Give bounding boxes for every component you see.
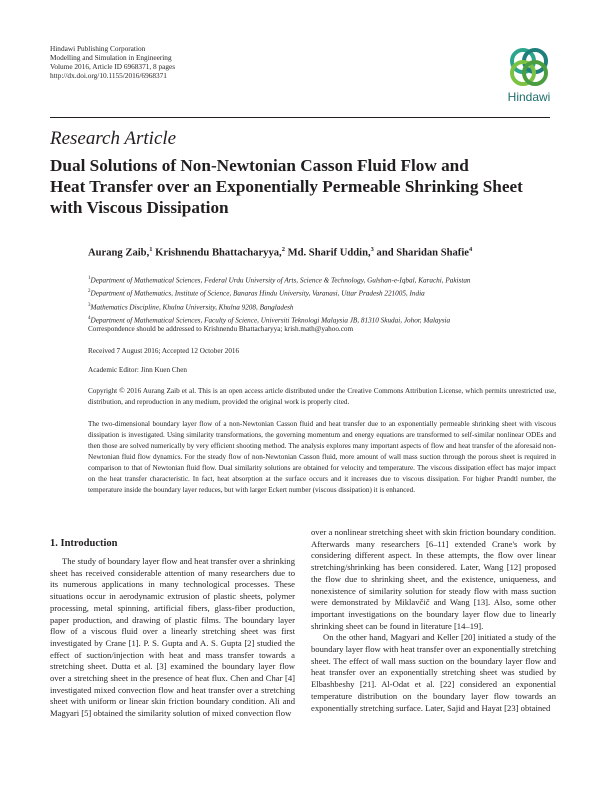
academic-editor: Academic Editor: Jinn Kuen Chen — [88, 366, 188, 374]
author-name: Aurang Zaib, — [88, 247, 150, 259]
paragraph: On the other hand, Magyari and Keller [20] initiated a study of the boundary layer flow with heat transfer over an exponentially stretching sheet. The effect of wall mass suction on the boundary layer flow and heat transfer over an exponentially stretching sheet was studied by Elbashbeshy [21]. Al-Odat et al. [22] considered an exponential temperature distribution on the boundary layer flow towards an exponentially stretching surface. Later, Sajid and Hayat [23] obtained — [311, 632, 556, 713]
title-line: Heat Transfer over an Exponentially Permeable Shrinking Sheet — [50, 177, 523, 196]
author-list — [88, 246, 558, 259]
hindawi-logo-text: Hindawi — [507, 90, 551, 104]
paragraph: over a nonlinear stretching sheet with skin friction boundary condition. Afterwards many researchers [6–11] extended Crane's work by considering different aspect. In these attempts, the flow over linear stretching/shrinking has been considered. Later, Wang [12] proposed the flow due to shrinking sheet, and the existence, uniqueness, and nonexistence of similarity solution for steady flow with mass suction were demonstrated by Miklavčič and Wang [13]. Also, some other important investigations on the boundary layer flow due to linearly shrinking sheet can be found in literature [14–19]. — [311, 527, 556, 631]
header-rule — [50, 117, 550, 118]
section-heading: 1. Introduction — [50, 538, 118, 549]
author-sup: 1 — [149, 246, 153, 253]
author-sup: 3 — [370, 246, 374, 253]
title-line: with Viscous Dissipation — [50, 198, 229, 217]
affiliation: $^1$Department of Mathematical Sciences, Federal Urdu University of Arts, Science & Technology, Gulshan-e-Iqbal, Karachi, Pakistan — [88, 276, 471, 285]
abstract: The two-dimensional boundary layer flow of a non-Newtonian Casson fluid and heat transfer due to an exponentially permeable shrinking sheet with viscous dissipation is investigated. Using similarity transformations, the governing momentum and energy equations are transformed to self-similar nonlinear ODEs and then those are solved numerically by very efficient shooting method. The analysis explores many important aspects of flow and heat transfer of the aforesaid non-Newtonian fluid flow dynamics. For the steady flow of non-Newtonian Casson fluid, more amount of wall mass suction through the porous sheet is required in comparison to that of Newtonian fluid flow. Dual similarity solutions are obtained for velocity and temperature. The viscous dissipation effect has major impact on the heat transfer characteristic. In fact, heat absorption at the surface occurs and it increases due to viscous dissipation. For higher Prandtl number, the temperature inside the boundary layer reduces, but with larger Eckert number (viscous dissipation) it is enhanced. — [88, 420, 556, 494]
author-name: Md. Sharif Uddin, — [287, 247, 371, 259]
body-column-left — [50, 556, 295, 720]
hindawi-logo-icon — [500, 44, 558, 88]
affiliation: $^3$Mathematics Discipline, Khulna University, Khulna 9208, Bangladesh — [88, 302, 294, 312]
author-name: Krishnendu Bhattacharyya, — [155, 247, 282, 259]
copyright-notice: Copyright © 2016 Aurang Zaib et al. This is an open access article distributed under the Creative Commons Attribution License, which permits unrestricted use, distribution, and reproduction in any medium, provided the original work is properly cited. — [88, 387, 556, 406]
journal-publisher: Hindawi Publishing Corporation — [50, 44, 146, 53]
paragraph: The study of boundary layer flow and heat transfer over a shrinking sheet has received considerable attention of many researchers due to its numerous applications in many technological processes. These situations occur in aerodynamic extrusion of plastic sheets, polymer processing, metal spinning, artificial fibers, glass-fiber production, paper production, and drawing of plastic films. The boundary layer flow of a viscous fluid over a linearly stretching sheet was first investigated by Crane [1]. P. S. Gupta and A. S. Gupta [2] studied the effect of suction/injection with heat and mass transfer towards a stretching sheet. Dutta et al. [3] examined the boundary layer flow over a stretching sheet in the presence of heat flux. Chen and Char [4] investigated mixed convection flow and heat transfer over a stretching sheet with uniform or linear skin friction boundary condition. Ali and Magyari [5] obtained the similarity solution of mixed convection flow — [50, 556, 295, 719]
affiliation: $^2$Department of Mathematics, Institute of Science, Banaras Hindu University, Varanasi, Uttar Pradesh 221005, India — [88, 289, 425, 298]
author-sup: 4 — [468, 246, 473, 253]
affiliation: $^4$Department of Mathematical Sciences, Faculty of Science, Universiti Teknologi Malaysia JB, 81310 Skudai, Johor, Malaysia — [88, 316, 451, 325]
paper-title — [50, 155, 550, 218]
hindawi-logo — [500, 44, 558, 106]
title-line: Dual Solutions of Non-Newtonian Casson Fluid Flow and — [50, 156, 469, 175]
journal-volume: Volume 2016, Article ID 6968371, 8 pages — [50, 62, 176, 71]
received-date: Received 7 August 2016; Accepted 12 October 2016 — [88, 347, 240, 355]
journal-name: Modelling and Simulation in Engineering — [50, 53, 172, 62]
affiliations — [88, 273, 558, 327]
body-column-right — [311, 527, 556, 714]
author-name: and Sharidan Shafie — [376, 247, 469, 259]
publisher-info — [50, 44, 270, 80]
author-sup: 2 — [281, 246, 285, 253]
article-type: Research Article — [50, 128, 177, 149]
correspondence: Correspondence should be addressed to Krishnendu Bhattacharyya; krish.math@yahoo.com — [88, 325, 354, 333]
journal-doi[interactable]: http://dx.doi.org/10.1155/2016/6968371 — [50, 71, 167, 80]
